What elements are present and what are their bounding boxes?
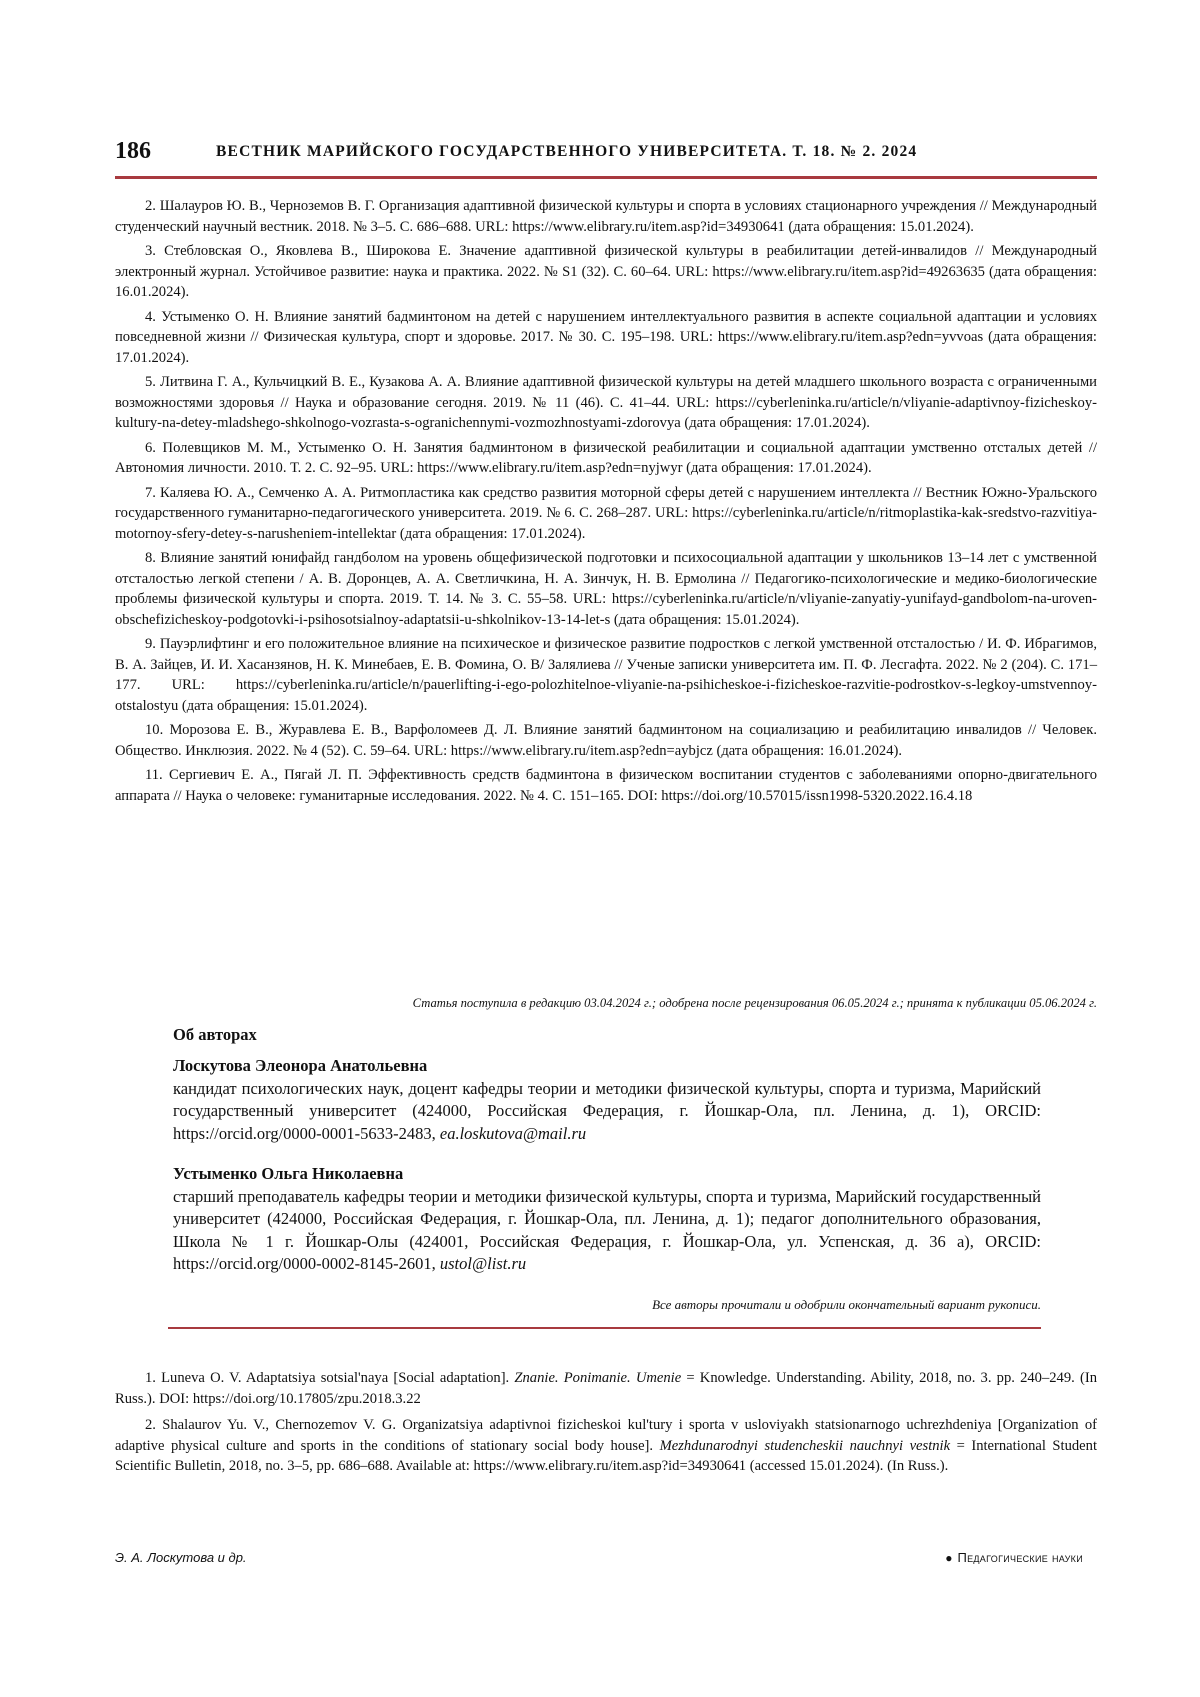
author-name: Лоскутова Элеонора Анатольевна bbox=[173, 1056, 428, 1075]
reference-item: 11. Сергиевич Е. А., Пягай Л. П. Эффективность средств бадминтона в физическом воспитании студентов с заболеваниями опорно-двигательного аппарата // Наука о человеке: гуманитарные исследования. 2022. № 4. С. 151–165. DOI: https://doi.org/10.57015/issn1998-5320.2022.16.4.18 bbox=[115, 767, 1097, 804]
reference-item: 6. Полевщиков М. М., Устыменко О. Н. Занятия бадминтоном в физической реабилитации и социальной адаптации умственно отсталых детей // Автономия личности. 2010. Т. 2. С. 92–95. URL: https://www.elibrary.ru/item.asp?edn=nyjwyr (дата обращения: 17.01.2024). bbox=[115, 439, 1097, 476]
author-name: Устыменко Ольга Николаевна bbox=[173, 1164, 404, 1183]
references-list-ru bbox=[115, 196, 1097, 810]
about-authors-heading: Об авторах bbox=[173, 1025, 257, 1044]
page-header bbox=[115, 136, 1097, 176]
reference-text: 2. Shalaurov Yu. V., Chernozemov V. G. Organizatsiya adaptivnoi fizicheskoi kul'tury i sporta v usloviyakh statsionarnogo uchrezhdeniya [Organization of adaptive physical culture and sports in the conditions of stationary social body house]. bbox=[115, 1417, 1097, 1454]
references-list-en bbox=[115, 1368, 1097, 1483]
reference-item-en bbox=[115, 1368, 1097, 1409]
author-block bbox=[173, 1163, 1041, 1276]
reference-text: = International Student Scientific Bulletin, 2018, no. 3–5, pp. 686–688. Available at: https://www.elibrary.ru/item.asp?id=34930641 (accessed 15.01.2024). (In Russ.). bbox=[115, 1437, 1097, 1474]
footer-authors: Э. А. Лоскутова и др. bbox=[115, 1550, 247, 1565]
reference-journal: Mezhdunarodnyi studencheskii nauchnyi vestnik bbox=[659, 1437, 951, 1454]
author-email[interactable]: ea.loskutova@mail.ru bbox=[439, 1123, 587, 1143]
approved-note: Все авторы прочитали и одобрили окончательный вариант рукописи. bbox=[652, 1297, 1041, 1312]
reference-item: 3. Стебловская О., Яковлева В., Широкова Е. Значение адаптивной физической культуры в реабилитации детей-инвалидов // Международный электронный журнал. Устойчивое развитие: наука и практика. 2022. № S1 (32). С. 60–64. URL: https://www.elibrary.ru/item.asp?id=49263635 (дата обращения: 16.01.2024). bbox=[115, 243, 1097, 300]
received-note: Статья поступила в редакцию 03.04.2024 г.; одобрена после рецензирования 06.05.2024 г.; принята к публикации 05.06.2024 г. bbox=[412, 996, 1097, 1010]
reference-item: 4. Устыменко О. Н. Влияние занятий бадминтоном на детей с нарушением интеллектуального развития в аспекте социальной адаптации и условиях повседневной жизни // Физическая культура, спорт и здоровье. 2017. № 30. С. 195–198. URL: https://www.elibrary.ru/item.asp?edn=yvvoas (дата обращения: 17.01.2024). bbox=[115, 308, 1097, 366]
author-info-text: кандидат психологических наук, доцент кафедры теории и методики физической культуры, спорта и туризма, Марийский государственный университет (424000, Российская Федерация, г. Йошкар-Ола, пл. Ленина, д. 1), ORCID: https://orcid.org/0000-0001-5633-2483, bbox=[173, 1078, 1041, 1143]
reference-item: 7. Каляева Ю. А., Семченко А. А. Ритмопластика как средство развития моторной сферы детей с нарушением интеллекта // Вестник Южно-Уральского государственного гуманитарно-педагогического университета. 2019. № 6. С. 268–287. URL: https://cyberleninka.ru/article/n/ritmoplastika-kak-sredstvo-razvitiya-motornoy-sfery-detey-s-narusheniem-intellektar (дата обращения: 17.01.2024). bbox=[115, 484, 1097, 542]
footer-section-label: Педагогические науки bbox=[957, 1550, 1083, 1565]
reference-item: 10. Морозова Е. В., Журавлева Е. В., Варфоломеев Д. Л. Влияние занятий бадминтоном на социализацию и реабилитацию инвалидов // Человек. Общество. Инклюзия. 2022. № 4 (52). С. 59–64. URL: https://www.elibrary.ru/item.asp?edn=aybjcz (дата обращения: 16.01.2024). bbox=[115, 722, 1097, 759]
reference-item: 9. Пауэрлифтинг и его положительное влияние на психическое и физическое развитие подростков с легкой умственной отсталостью / И. Ф. Ибрагимов, В. А. Зайцев, И. И. Хасанзянов, Н. К. Минебаев, Е. В. Фомина, О. В/ Залялиева // Ученые записки университета им. П. Ф. Лесгафта. 2022. № 2 (204). С. 171–177. URL: https://cyberleninka.ru/article/n/pauerlifting-i-ego-polozhitelnoe-vliyanie-na-psihicheskoe-i-fizicheskoe-razvitie-podrostkov-s-legkoy-umstvennoy-otstalostyu (дата обращения: 15.01.2024). bbox=[115, 636, 1097, 714]
reference-journal: Znanie. Ponimanie. Umenie bbox=[514, 1370, 682, 1386]
reference-text: = Knowledge. Understanding. Ability, 2018, no. 3. pp. 240–249. (In Russ.). DOI: https://doi.org/10.17805/zpu.2018.3.22 bbox=[115, 1370, 1097, 1407]
author-info-text: старший преподаватель кафедры теории и методики физической культуры, спорта и туризма, Марийский государственный университет (424000, Российская Федерация, г. Йошкар-Ола, пл. Ленина, д. 1); педагог дополнительного образования, Школа № 1 г. Йошкар-Олы (424001, Российская Федерация, г. Йошкар-Ола, ул. Успенская, д. 36 а), ORCID: https://orcid.org/0000-0002-8145-2601, bbox=[173, 1186, 1041, 1273]
reference-item: 8. Влияние занятий юнифайд гандболом на уровень общефизической подготовки и психосоциальной адаптации у школьников 13–14 лет с умственной отсталостью легкой степени / А. В. Доронцев, А. А. Светличкина, Н. А. Зинчук, Н. В. Ермолина // Педагогико-психологические и медико-биологические проблемы физической культуры и спорта. 2019. Т. 14. № 3. С. 55–58. URL: https://cyberleninka.ru/article/n/vliyanie-zanyatiy-yunifayd-gandbolom-na-uroven-obschefizicheskoy-podgotovki-i-psihosotsialnoy-adaptatsii-u-shkolnikov-13-14-let-s (дата обращения: 15.01.2024). bbox=[115, 550, 1097, 628]
author-email[interactable]: ustol@list.ru bbox=[439, 1254, 527, 1273]
bullet-icon: ● bbox=[945, 1551, 953, 1565]
reference-item: 2. Шалауров Ю. В., Черноземов В. Г. Организация адаптивной физической культуры и спорта в условиях стационарного учреждения // Международный студенческий научный вестник. 2018. № 3–5. С. 686–688. URL: https://www.elibrary.ru/item.asp?id=34930641 (дата обращения: 15.01.2024). bbox=[115, 198, 1097, 235]
section-divider bbox=[168, 1327, 1041, 1329]
page-number: 186 bbox=[115, 138, 151, 164]
header-divider bbox=[115, 176, 1097, 179]
journal-title: ВЕСТНИК МАРИЙСКОГО ГОСУДАРСТВЕННОГО УНИВЕРСИТЕТА. Т. 18. № 2. 2024 bbox=[216, 143, 918, 160]
reference-text: 1. Luneva O. V. Adaptatsiya sotsial'naya [Social adaptation]. bbox=[145, 1370, 515, 1386]
author-info bbox=[173, 1186, 1041, 1276]
author-info bbox=[173, 1078, 1041, 1146]
footer-section bbox=[945, 1549, 1083, 1567]
author-block bbox=[173, 1055, 1041, 1145]
reference-item-en bbox=[115, 1415, 1097, 1477]
reference-item: 5. Литвина Г. А., Кульчицкий В. Е., Кузакова А. А. Влияние адаптивной физической культуры на детей младшего школьного возраста с ограниченными возможностями здоровья // Наука и образование сегодня. 2019. № 11 (46). С. 41–44. URL: https://cyberleninka.ru/article/n/vliyanie-adaptivnoy-fizicheskoy-kultury-na-detey-mladshego-shkolnogo-vozrasta-s-ogranichennymi-vozmozhnostyami-zdorovya (дата обращения: 17.01.2024). bbox=[115, 374, 1097, 431]
